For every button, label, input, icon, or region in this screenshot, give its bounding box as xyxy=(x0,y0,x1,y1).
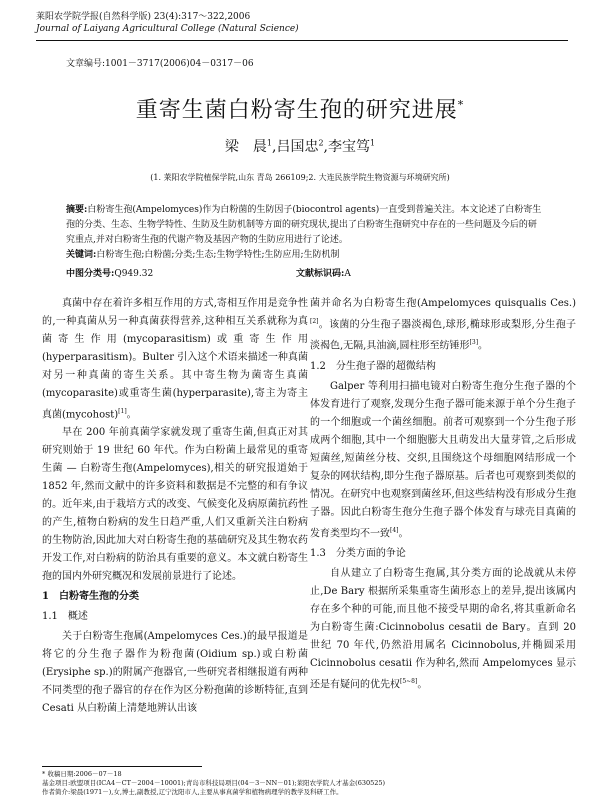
body-paragraph: Galper 等利用扫描电镜对白粉寄生孢分生孢子器的个体发育进行了观察,发现分生孢子器可能来源于单个分生孢子的一个细胞或一个菌丝细胞。前者可观察到一个分生孢子形成两个细胞,其中一个细胞膨大且萌发出大量芽管,之后形成短菌丝,短菌丝分枝、交织,且围绕这个母细胞网结形成一个复杂的网状结构,即分生孢子器原基。后者也可观察到类似的情况。在研究中也观察到菌丝环,但这些结构没有形成分生孢子器。因此白粉寄生孢分生孢子器个体发育与球壳目真菌的发育类型均不一致[4]。 xyxy=(310,380,576,539)
abstract-label: 摘要: xyxy=(66,205,88,215)
footnote-rule xyxy=(42,766,202,767)
body-paragraph: 早在 200 年前真菌学家就发现了重寄生菌,但真正对其研究则始于 19 世纪 60 年代。作为白粉菌上最常见的重寄生菌 — 白粉寄生孢(Ampelomyces),相关的研究报道始于 1852 年,然而文献中的许多资料和数据是不完整的和有争议的。近年来,由于栽培方式的改变、气候变化及病原菌抗药性的产生,植物白粉病的发生日趋严重,人们又重新关注白粉病的生物防治,因此加大对白粉寄生孢的基础研究及其生物农药开发工作,对白粉病的防治具有重要的意义。本文就白粉寄生孢的国内外研究概况和发展前景进行了论述。 xyxy=(42,427,308,583)
body-paragraph: 自从建立了白粉寄生孢属,其分类方面的论战就从未停止,De Bary 根据所采集重寄生菌形态上的差异,提出该属内存在多个种的可能,而且他不接受早期的命名,将其重新命名为白粉寄生菌:Cicinnobolus cesatii de Bary。直到 20 世纪 70 年代,仍然沿用属名 Cicinnobolus,并椭圆采用 Cicinnobolus cesatii 作为种名,然而 Ampelomyces 显示还是有疑问的优先权[5~8]。 xyxy=(310,567,576,691)
author: 吕国忠 xyxy=(276,139,319,155)
footnote: 基金项目:欧盟项目(ICA4－CT－2004－10001);青岛市科技局项目(04－3－NN－01);莱阳农学院人才基金(630525) xyxy=(42,779,386,787)
classification-row: 中图分类号:Q949.32 文献标识码:A xyxy=(66,269,351,279)
journal-en: Journal of Laiyang Agricultural College (Natural Science) xyxy=(36,24,299,34)
subsection-heading: 1.3 分类方面的争论 xyxy=(310,547,406,559)
keywords-text: 白粉寄生孢;白粉菌;分类;生态;生物学特性;生防应用;生防机制 xyxy=(96,250,340,260)
doc-code-value: A xyxy=(344,269,351,279)
running-header xyxy=(36,11,299,35)
footnote: 作者简介:梁晨(1971－),女,博士,副教授,辽宁沈阳市人,主要从事真菌学和植物病理学的教学及科研工作。 xyxy=(42,788,343,796)
section-heading: 1 白粉寄生孢的分类 xyxy=(42,591,139,603)
title-text: 重寄生菌白粉寄生孢的研究进展 xyxy=(135,98,458,123)
title-mark: * xyxy=(457,98,465,112)
author: 李宝笃 xyxy=(328,139,370,155)
body-paragraph: 关于白粉寄生孢属(Ampelomyces Ces.)的最早报道是将它的分生孢子器作为粉孢菌(Oidium sp.)或白粉菌(Erysiphe sp.)的附属产孢器官,一些研究者相继报道有两种不同类型的孢子器官的存在作为区分粉孢菌的诊断特征,直到 Cesati 从白粉菌上清楚地辨认出该 xyxy=(42,631,308,715)
header-rule xyxy=(36,40,568,41)
footnote: * 收稿日期:2006－07－18 xyxy=(42,770,122,778)
journal-cn: 莱阳农学院学报(自然科学版) 23(4):317～322,2006 xyxy=(36,12,251,22)
paper-title xyxy=(0,93,600,124)
abstract-text: 白粉寄生孢(Ampelomyces)作为白粉菌的生防因子(biocontrol agents)一直受到普遍关注。本文论述了白粉寄生孢的分类、生态、生物学特性、生防及生防机制等方面的研究现状,提出了白粉寄生孢研究中存在的一些问题及今后的研究重点,并对白粉寄生孢的代谢产物及基因产物的生防应用进行了论述。 xyxy=(66,205,542,245)
affiliation: (1. 莱阳农学院植保学院,山东 青岛 266109;2. 大连民族学院生物资源与环境研究所) xyxy=(150,173,450,182)
clc-value: Q949.32 xyxy=(114,269,154,279)
author: 梁 晨 xyxy=(224,139,267,155)
keywords-label: 关键词: xyxy=(66,250,97,260)
footnotes xyxy=(42,770,572,797)
subsection-heading: 1.1 概述 xyxy=(42,611,88,623)
left-column xyxy=(42,295,308,718)
subsection-heading: 1.2 分生孢子器的超微结构 xyxy=(310,360,436,372)
article-number: 文章编号:1001－3717(2006)04－0317－06 xyxy=(66,59,254,69)
body-paragraph: 菌并命名为白粉寄生孢(Ampelomyces quisqualis Ces.)[2]。该菌的分生孢子器淡褐色,球形,椭球形或梨形,分生孢子淡褐色,无隔,具油滴,圆柱形至纺锤形[3]。 xyxy=(310,298,576,352)
author-list: 梁 晨$^1$,吕国忠$^2$,李宝笃$^1$ xyxy=(224,138,376,155)
abstract xyxy=(66,203,544,263)
right-column xyxy=(310,295,576,694)
body-paragraph: 真菌中存在着许多相互作用的方式,寄相互作用是竞争性的,一种真菌从另一种真菌获得营养,这种相互关系就称为真菌寄生作用(mycoparasitism)或重寄生作用(hyperparasitism)。Bulter 引入这个术语来描述一种真菌对另一种真菌的寄生关系。其中寄生物为菌寄生真菌(mycoparasite)或重寄生菌(hyperparasite),寄主为寄主真菌(mycohost)[1]。 xyxy=(42,298,308,421)
